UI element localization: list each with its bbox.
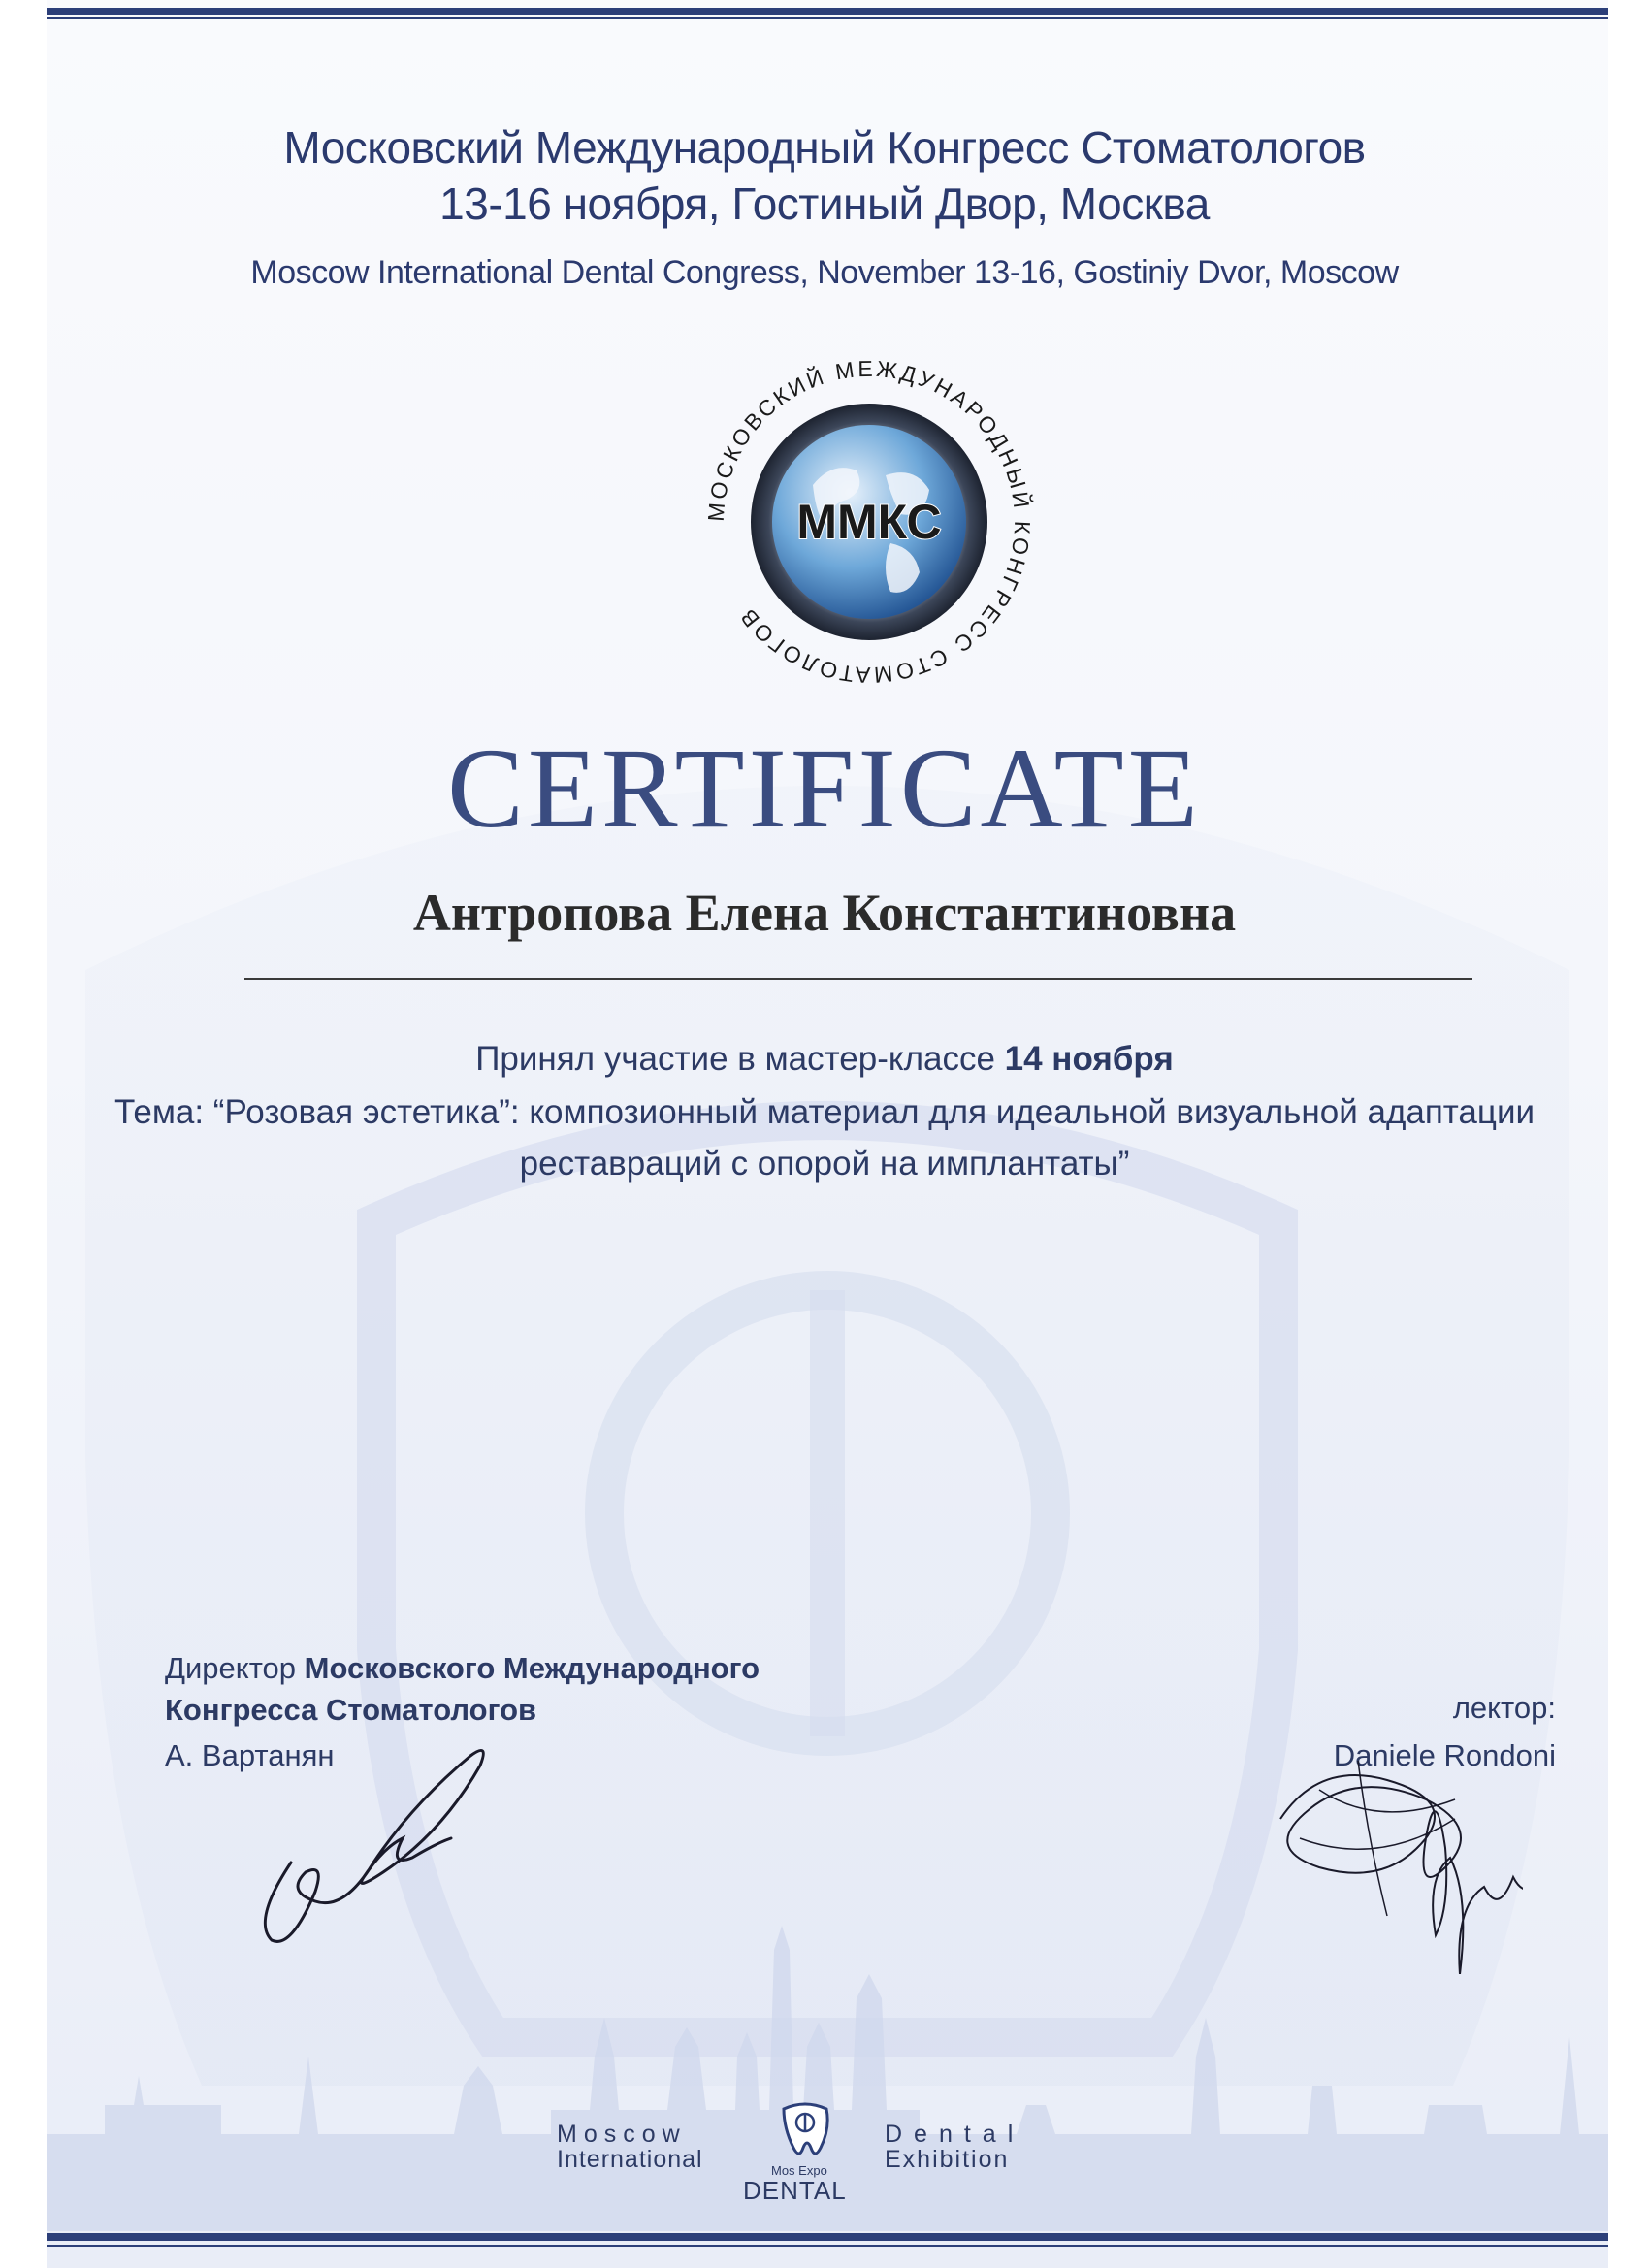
director-prefix: Директор <box>165 1651 305 1685</box>
participation-prefix: Принял участие в мастер-классе <box>475 1040 1005 1078</box>
bottom-border-thin <box>47 2245 1608 2247</box>
congress-title-ru: Московский Международный Конгресс Стоматологов <box>283 122 1366 173</box>
director-line-1 <box>165 1651 760 1686</box>
director-org: Московского Международного <box>304 1651 760 1685</box>
footer-moscow: Moscow <box>557 2121 687 2148</box>
recipient-name: Антропова Елена Константиновна <box>412 884 1237 942</box>
footer-exhibition: Exhibition <box>885 2146 1010 2173</box>
certificate-title: CERTIFICATE <box>447 725 1202 852</box>
director-line-2: Конгресса Стоматологов <box>165 1693 537 1727</box>
mmks-logo <box>696 349 1042 695</box>
lecturer-name: Daniele Rondoni <box>1333 1738 1556 1772</box>
footer-international: International <box>557 2146 703 2173</box>
bottom-border <box>47 2233 1608 2241</box>
director-signature <box>233 1736 524 1950</box>
congress-dates-ru: 13-16 ноября, Гостиный Двор, Москва <box>439 178 1210 229</box>
name-underline <box>244 978 1472 980</box>
footer-brand-small: Mos Expo <box>771 2163 827 2178</box>
topic-line-1: Тема: “Розовая эстетика”: композионный материал для идеальной визуальной адаптации <box>113 1093 1536 1131</box>
lecturer-label: лектор: <box>1452 1691 1556 1725</box>
logo-center-text: ММКС <box>796 495 942 549</box>
footer-dental: Dental <box>885 2121 1025 2148</box>
topic-line-2: реставраций с опорой на имплантаты” <box>519 1145 1130 1183</box>
tooth-icon <box>776 2101 834 2161</box>
participation-line <box>0 1040 1649 1079</box>
participation-date: 14 ноября <box>1004 1040 1174 1078</box>
footer-brand-large: DENTAL <box>743 2176 847 2205</box>
logo-ring-text: МОСКОВСКИЙ МЕЖДУНАРОДНЫЙ КОНГРЕСС СТОМАТОЛОГОВ <box>702 355 1036 689</box>
director-name: А. Вартанян <box>165 1738 335 1772</box>
lecturer-signature <box>1261 1702 1523 1974</box>
congress-title-en: Moscow International Dental Congress, November 13-16, Gostiniy Dvor, Moscow <box>250 254 1399 291</box>
